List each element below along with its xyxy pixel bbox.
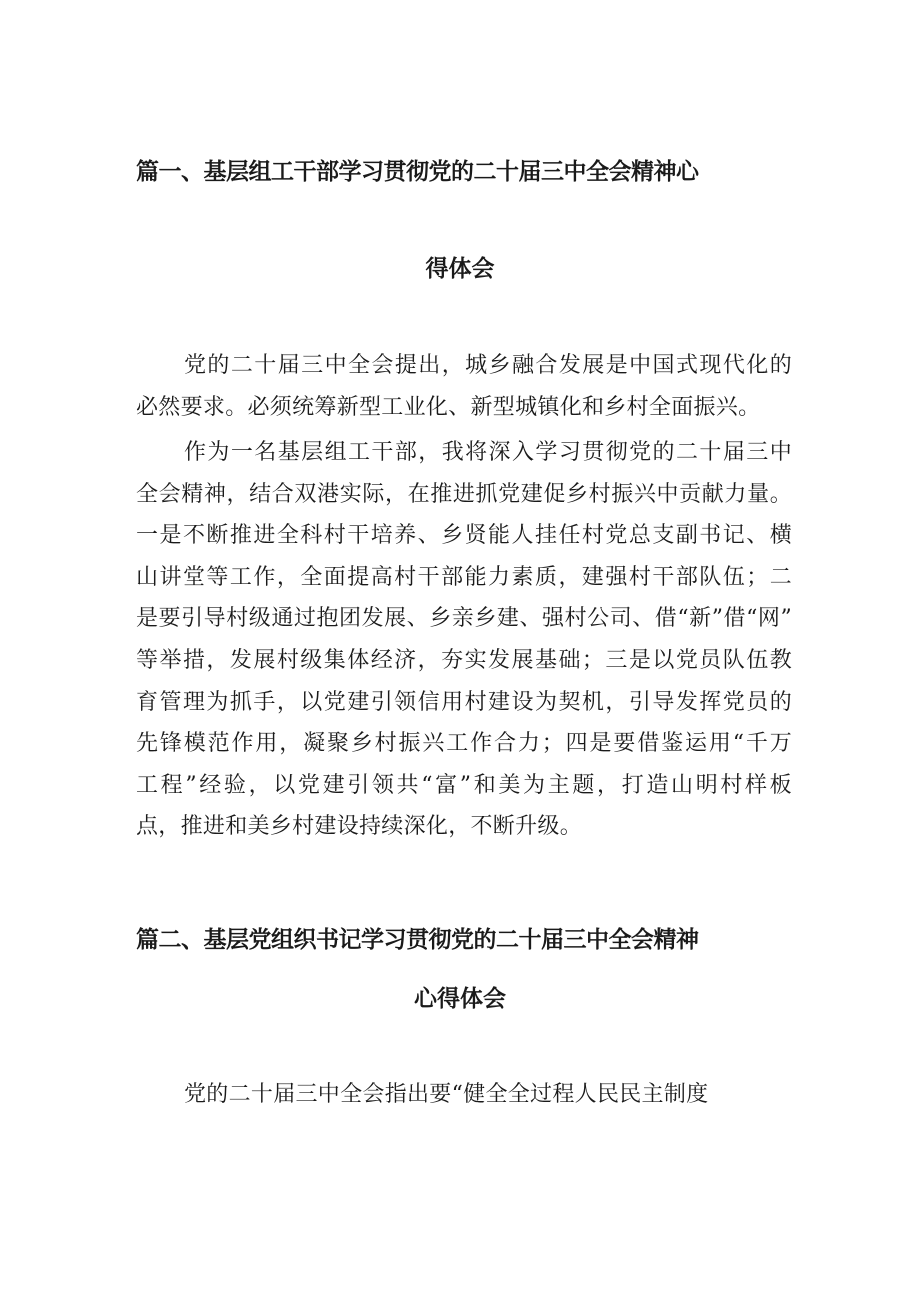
text-line: 山讲堂等工作，全面提高村干部能力素质，建强村干部队伍；二 — [136, 564, 792, 590]
text-line: 必然要求。必须统筹新型工业化、新型城镇化和乡村全面振兴。 — [136, 394, 761, 420]
text-line: 全会精神，结合双港实际，在推进抓党建促乡村振兴中贡献力量。 — [136, 481, 792, 507]
text-line: 作为一名基层组工干部，我将深入学习贯彻党的二十届三中 — [184, 440, 792, 465]
section1-title-line2: 得体会 — [425, 256, 495, 282]
text-line: 党的二十届三中全会提出，城乡融合发展是中国式现代化的 — [184, 353, 792, 378]
section2-title-line2: 心得体会 — [414, 986, 506, 1012]
text-line: 党的二十届三中全会指出要“健全全过程人民民主制度 — [184, 1082, 709, 1107]
text-line: 先锋模范作用，凝聚乡村振兴工作合力；四是要借鉴运用“千万 — [136, 731, 792, 757]
section1-paragraph-2 — [136, 432, 792, 848]
text-line: 一是不断推进全科村干培养、乡贤能人挂任村党总支副书记、横 — [136, 523, 792, 549]
text-line: 点，推进和美乡村建设持续深化，不断升级。 — [136, 814, 583, 840]
section1-title-line1: 篇一、基层组工干部学习贯彻党的二十届三中全会精神心 — [136, 159, 699, 185]
text-line: 是要引导村级通过抱团发展、乡亲乡建、强村公司、借“新”借“网” — [136, 606, 792, 632]
text-line: 工程”经验，以党建引领共“富”和美为主题，打造山明村样板 — [136, 772, 792, 798]
section1-paragraph-1 — [136, 345, 792, 428]
section2-paragraph-1 — [136, 1074, 792, 1116]
section2-title-line1: 篇二、基层党组织书记学习贯彻党的二十届三中全会精神 — [136, 927, 699, 953]
text-line: 等举措，发展村级集体经济，夯实发展基础；三是以党员队伍教 — [136, 647, 792, 673]
text-line: 育管理为抓手，以党建引领信用村建设为契机，引导发挥党员的 — [136, 689, 792, 715]
